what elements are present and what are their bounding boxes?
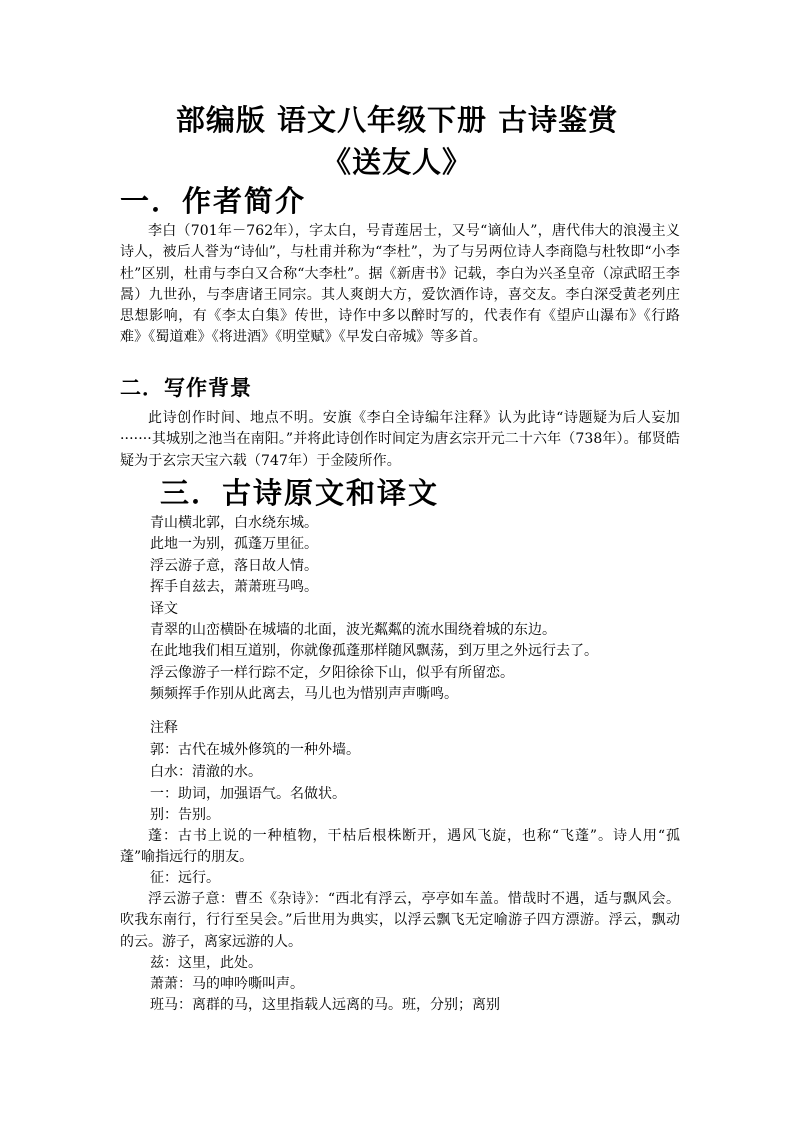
section-heading-author: 一．作者简介 <box>120 184 307 218</box>
translation-label: 译文 <box>150 600 178 617</box>
note-item: 一：助词，加强语气。名做状。 <box>150 786 346 802</box>
translation-line: 频频挥手作别从此离去，马儿也为惜别声声嘶鸣。 <box>150 686 458 703</box>
note-item: 别：告别。 <box>150 807 220 823</box>
note-item: 班马：离群的马，这里指载人远离的马。班，分别；离别 <box>150 997 500 1013</box>
section-heading-background: 二．写作背景 <box>120 375 252 400</box>
note-item: 征：远行。 <box>150 870 220 886</box>
note-item: 白水：清澈的水。 <box>150 764 262 780</box>
note-item: 萧萧：马的呻吟嘶叫声。 <box>150 976 304 992</box>
document-title: 部编版 语文八年级下册 古诗鉴赏 <box>175 103 619 137</box>
translation-line: 浮云像游子一样行踪不定，夕阳徐徐下山，似乎有所留恋。 <box>150 664 514 681</box>
note-item: 浮云游子意：曹丕《杂诗》：“西北有浮云，亭亭如车盖。惜哉时不遇，适与飘风会。吹我东南行，行行至吴会。”后世用为典实，以浮云飘飞无定喻游子四方漂游。浮云，飘动的云。游子，离家远游的人。 <box>120 891 680 950</box>
poem-line: 此地一为别，孤蓬万里征。 <box>150 536 318 553</box>
translation-line: 在此地我们相互道别，你就像孤蓬那样随风飘荡，到万里之外远行去了。 <box>150 643 598 660</box>
background-paragraph: 此诗创作时间、地点不明。安旗《李白全诗编年注释》认为此诗“诗题疑为后人妄加·······其城别之池当在南阳。”并将此诗创作时间定为唐玄宗开元二十六年（738年）。郁贤皓疑为于玄宗天宝六载（747年）于金陵所作。 <box>120 410 680 469</box>
poem-line: 青山横北郭，白水绕东城。 <box>150 515 318 531</box>
note-item: 兹：这里，此处。 <box>150 955 262 971</box>
note-item: 蓬：古书上说的一种植物，干枯后根株断开，遇风飞旋，也称“飞蓬”。诗人用“孤蓬”喻指远行的朋友。 <box>120 828 680 866</box>
poem-title: 《送友人》 <box>321 145 472 179</box>
note-item: 郭：古代在城外修筑的一种外墙。 <box>150 742 360 758</box>
author-intro-paragraph: 李白（701年－762年），字太白，号青莲居士，又号“谪仙人”，唐代伟大的浪漫主义诗人，被后人誉为“诗仙”，与杜甫并称为“李杜”，为了与另两位诗人李商隐与杜牧即“小李杜”区别，杜甫与李白又合称“大李杜”。据《新唐书》记载，李白为兴圣皇帝（凉武昭王李暠）九世孙，与李唐诸王同宗。其人爽朗大方，爱饮酒作诗，喜交友。李白深受黄老列庄思想影响，有《李太白集》传世，诗作中多以醉时写的，代表作有《望庐山瀑布》《行路难》《蜀道难》《将进酒》《明堂赋》《早发白帝城》等多首。 <box>120 223 680 346</box>
section-heading-poem: 三．古诗原文和译文 <box>160 476 440 510</box>
poem-line: 浮云游子意，落日故人情。 <box>150 557 318 574</box>
translation-line: 青翠的山峦横卧在城墙的北面，波光粼粼的流水围绕着城的东边。 <box>150 621 556 638</box>
poem-line: 挥手自兹去，萧萧班马鸣。 <box>150 579 318 596</box>
notes-label: 注释 <box>150 720 178 736</box>
poem-and-translation <box>150 513 690 706</box>
